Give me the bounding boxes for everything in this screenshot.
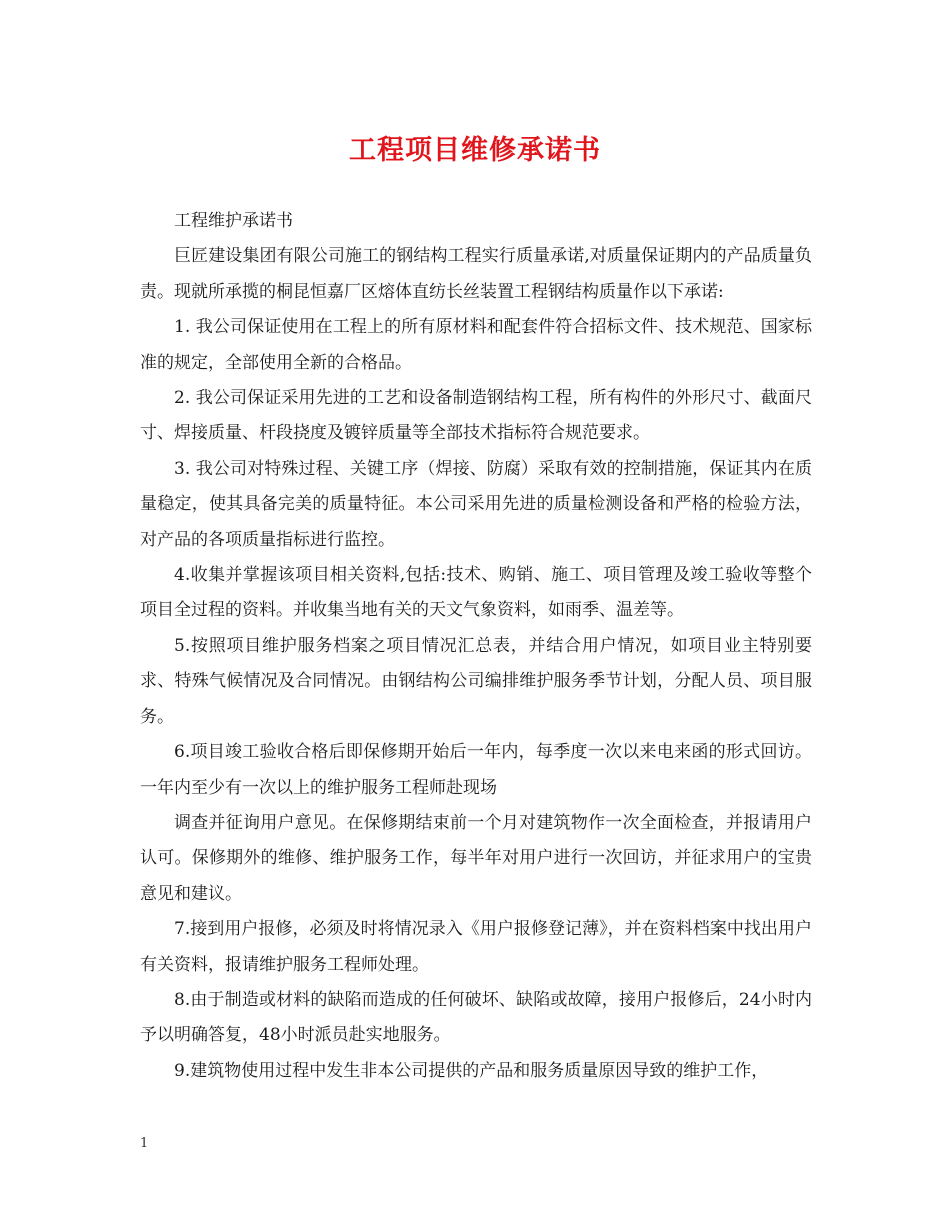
paragraph-intro: 巨匠建设集团有限公司施工的钢结构工程实行质量承诺,对质量保证期内的产品质量负责。现就所承揽的桐昆恒嘉厂区熔体直纺长丝装置工程钢结构质量作以下承诺:	[140, 246, 812, 302]
paragraph-item-5: 5.按照项目维护服务档案之项目情况汇总表，并结合用户情况，如项目业主特别要求、特殊气候情况及合同情况。由钢结构公司编排维护服务季节计划，分配人员、项目服务。	[140, 635, 812, 727]
document-title: 工程项目维修承诺书	[349, 135, 601, 166]
paragraph-item-4: 4.收集并掌握该项目相关资料,包括:技术、购销、施工、项目管理及竣工验收等整个项目全过程的资料。并收集当地有关的天文气象资料，如雨季、温差等。	[140, 565, 812, 621]
paragraph-item-8: 8.由于制造或材料的缺陷而造成的任何破坏、缺陷或故障，接用户报修后，24小时内予以明确答复，48小时派员赴实地服务。	[140, 989, 812, 1046]
paragraph-item-9: 9.建筑物使用过程中发生非本公司提供的产品和服务质量原因导致的维护工作，	[174, 1060, 769, 1081]
paragraph-heading: 工程维护承诺书	[174, 211, 293, 231]
paragraph-item-1: 1. 我公司保证使用在工程上的所有原材料和配套件符合招标文件、技术规范、国家标准的规定，全部使用全新的合格品。	[140, 317, 812, 373]
paragraph-item-7: 7.接到用户报修，必须及时将情况录入《用户报修登记薄》，并在资料档案中找出用户有关资料，报请维护服务工程师处理。	[140, 919, 812, 975]
page-number: 1	[140, 1136, 149, 1151]
paragraph-item-6-continued: 调查并征询用户意见。在保修期结束前一个月对建筑物作一次全面检查，并报请用户认可。保修期外的维修、维护服务工作，每半年对用户进行一次回访，并征求用户的宝贵意见和建议。	[140, 812, 812, 904]
paragraph-item-2: 2. 我公司保证采用先进的工艺和设备制造钢结构工程，所有构件的外形尺寸、截面尺寸、焊接质量、杆段挠度及镀锌质量等全部技术指标符合规范要求。	[140, 388, 812, 444]
paragraph-item-3: 3. 我公司对特殊过程、关键工序（焊接、防腐）采取有效的控制措施，保证其内在质量稳定，使其具备完美的质量特征。本公司采用先进的质量检测设备和严格的检验方法，对产品的各项质量指标进行监控。	[140, 458, 812, 550]
document-body	[140, 204, 812, 1089]
paragraph-item-6: 6.项目竣工验收合格后即保修期开始后一年内，每季度一次以来电来函的形式回访。一年内至少有一次以上的维护服务工程师赴现场	[140, 742, 812, 798]
